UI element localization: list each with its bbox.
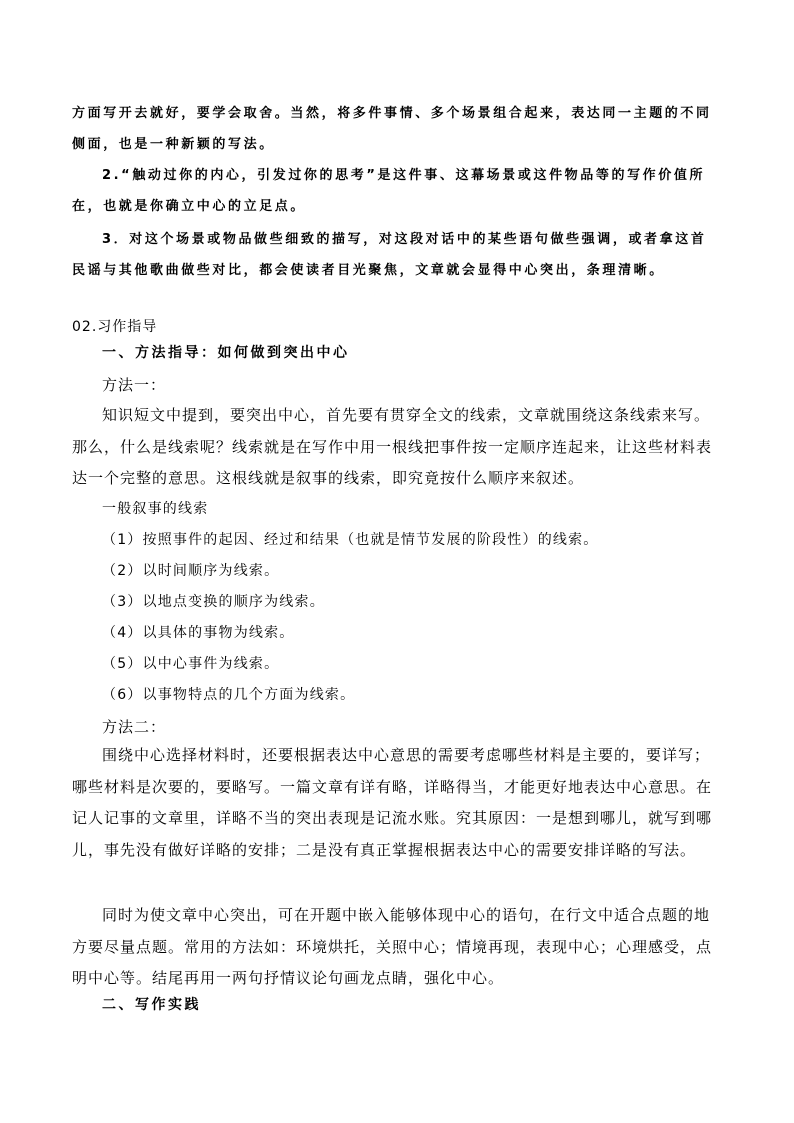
section-title: 02.习作指导 <box>72 319 158 335</box>
list-item: （1）按照事件的起因、经过和结果（也就是情节发展的阶段性）的线索。 <box>102 532 599 548</box>
list-item: （2）以时间顺序为线索。 <box>102 563 280 579</box>
list-item: （6）以事物特点的几个方面为线索。 <box>102 687 356 703</box>
method2-text-2: 同时为使文章中心突出，可在开题中嵌入能够体现中心的语句，在行文中适合点题的地方要尽量点题。常用的方法如：环境烘托，关照中心；情境再现，表现中心；心理感受，点明中心等。结尾再用一两句抒情议论句画龙点睛，强化中心。 <box>72 906 713 987</box>
practice-heading: 二、写作实践 <box>102 997 201 1013</box>
method1-text: 知识短文中提到，要突出中心，首先要有贯穿全文的线索，文章就围绕这条线索来写。那么，什么是线索呢？线索就是在写作中用一根线把事件按一定顺序连起来，让这些材料表达一个完整的意思。这根线就是叙事的线索，即究竟按什么顺序来叙述。 <box>72 406 713 487</box>
intro-paragraph-3: 3．对这个场景或物品做些细致的描写，对这段对话中的某些语句做些强调，或者拿这首民谣与其他歌曲做些对比，都会使读者目光聚焦，文章就会显得中心突出，条理清晰。 <box>72 232 707 278</box>
clue-list-title: 一般叙事的线索 <box>102 501 209 517</box>
intro-block <box>72 98 720 286</box>
list-item: （5）以中心事件为线索。 <box>102 656 280 672</box>
method2-text-1: 围绕中心选择材料时，还要根据表达中心意思的需要考虑哪些材料是主要的，要详写；哪些材料是次要的，要略写。一篇文章有详有略，详略得当，才能更好地表达中心意思。在记人记事的文章里，详略不当的突出表现是记流水账。究其原因：一是想到哪儿，就写到哪儿，事先没有做好详略的安排；二是没有真正掌握根据表达中心的需要安排详略的写法。 <box>72 746 713 859</box>
list-item: （4）以具体的事物为线索。 <box>102 625 295 641</box>
intro-paragraph-1: 方面写开去就好，要学会取舍。当然，将多件事情、多个场景组合起来，表达同一主题的不同侧面，也是一种新颖的写法。 <box>72 106 712 152</box>
list-item: （3）以地点变换的顺序为线索。 <box>102 594 325 610</box>
method1-label: 方法一： <box>102 376 167 394</box>
method-heading: 一、方法指导：如何做到突出中心 <box>102 345 350 361</box>
method2-label: 方法二： <box>102 718 167 736</box>
intro-paragraph-2: 2.“触动过你的内心，引发过你的思考”是这件事、这幕场景或这件物品等的写作价值所在，也就是你确立中心的立足点。 <box>72 168 706 214</box>
clue-list <box>72 494 720 711</box>
